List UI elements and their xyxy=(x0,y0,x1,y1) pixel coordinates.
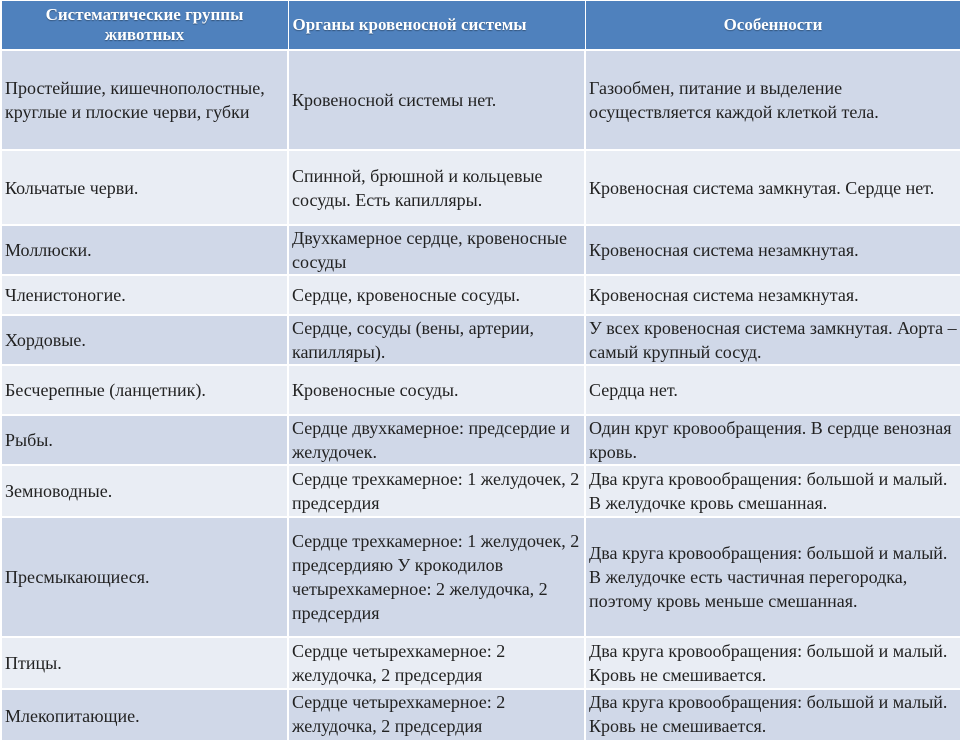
cell-features: Газообмен, питание и выделение осуществляется каждой клеткой тела. xyxy=(585,50,960,150)
cell-features: Сердца нет. xyxy=(585,365,960,415)
table-row xyxy=(1,517,960,637)
cell-organs: Спинной, брюшной и кольцевые сосуды. Есть капилляры. xyxy=(288,150,585,225)
cell-group: Хордовые. xyxy=(1,315,288,365)
cell-group: Кольчатые черви. xyxy=(1,150,288,225)
header-groups: Систематические группы животных xyxy=(1,1,288,51)
cell-group: Рыбы. xyxy=(1,415,288,465)
cell-features: Один круг кровообращения. В сердце венозная кровь. xyxy=(585,415,960,465)
table-row xyxy=(1,275,960,315)
cell-organs: Сердце двухкамерное: предсердие и желудочек. xyxy=(288,415,585,465)
table-row xyxy=(1,315,960,365)
cell-organs: Сердце, сосуды (вены, артерии, капилляры). xyxy=(288,315,585,365)
table-row xyxy=(1,365,960,415)
cell-features: Кровеносная система замкнутая. Сердце нет. xyxy=(585,150,960,225)
cell-organs: Двухкамерное сердце, кровеносные сосуды xyxy=(288,225,585,275)
table-row xyxy=(1,415,960,465)
cell-group: Млекопитающие. xyxy=(1,689,288,741)
cell-organs: Сердце, кровеносные сосуды. xyxy=(288,275,585,315)
header-organs: Органы кровеносной системы xyxy=(288,1,585,51)
cell-organs: Кровеносной системы нет. xyxy=(288,50,585,150)
header-row xyxy=(1,1,960,51)
table-row xyxy=(1,465,960,517)
cell-organs: Сердце четырехкамерное: 2 желудочка, 2 предсердия xyxy=(288,637,585,689)
table-row xyxy=(1,225,960,275)
cell-organs: Кровеносные сосуды. xyxy=(288,365,585,415)
cell-features: Кровеносная система незамкнутая. xyxy=(585,225,960,275)
cell-group: Простейшие, кишечнополостные, круглые и плоские черви, губки xyxy=(1,50,288,150)
cell-group: Земноводные. xyxy=(1,465,288,517)
table-row xyxy=(1,637,960,689)
cell-features: Кровеносная система незамкнутая. xyxy=(585,275,960,315)
cell-features: Два круга кровообращения: большой и малый. В желудочке есть частичная перегородка, поэтому кровь меньше смешанная. xyxy=(585,517,960,637)
cell-features: Два круга кровообращения: большой и малый. В желудочке кровь смешанная. xyxy=(585,465,960,517)
table-row xyxy=(1,50,960,150)
table-row xyxy=(1,150,960,225)
cell-organs: Сердце четырехкамерное: 2 желудочка, 2 предсердия xyxy=(288,689,585,741)
cell-group: Птицы. xyxy=(1,637,288,689)
cell-features: Два круга кровообращения: большой и малый. Кровь не смешивается. xyxy=(585,689,960,741)
table-row xyxy=(1,689,960,741)
header-features: Особенности xyxy=(585,1,960,51)
cell-group: Моллюски. xyxy=(1,225,288,275)
cell-organs: Сердце трехкамерное: 1 желудочек, 2 предсердия xyxy=(288,465,585,517)
cell-features: Два круга кровообращения: большой и малый. Кровь не смешивается. xyxy=(585,637,960,689)
cell-group: Членистоногие. xyxy=(1,275,288,315)
cell-group: Пресмыкающиеся. xyxy=(1,517,288,637)
cell-group: Бесчерепные (ланцетник). xyxy=(1,365,288,415)
cell-organs: Сердце трехкамерное: 1 желудочек, 2 предсердияю У крокодилов четырехкамерное: 2 желудочка, 2 предсердия xyxy=(288,517,585,637)
cell-features: У всех кровеносная система замкнутая. Аорта – самый крупный сосуд. xyxy=(585,315,960,365)
